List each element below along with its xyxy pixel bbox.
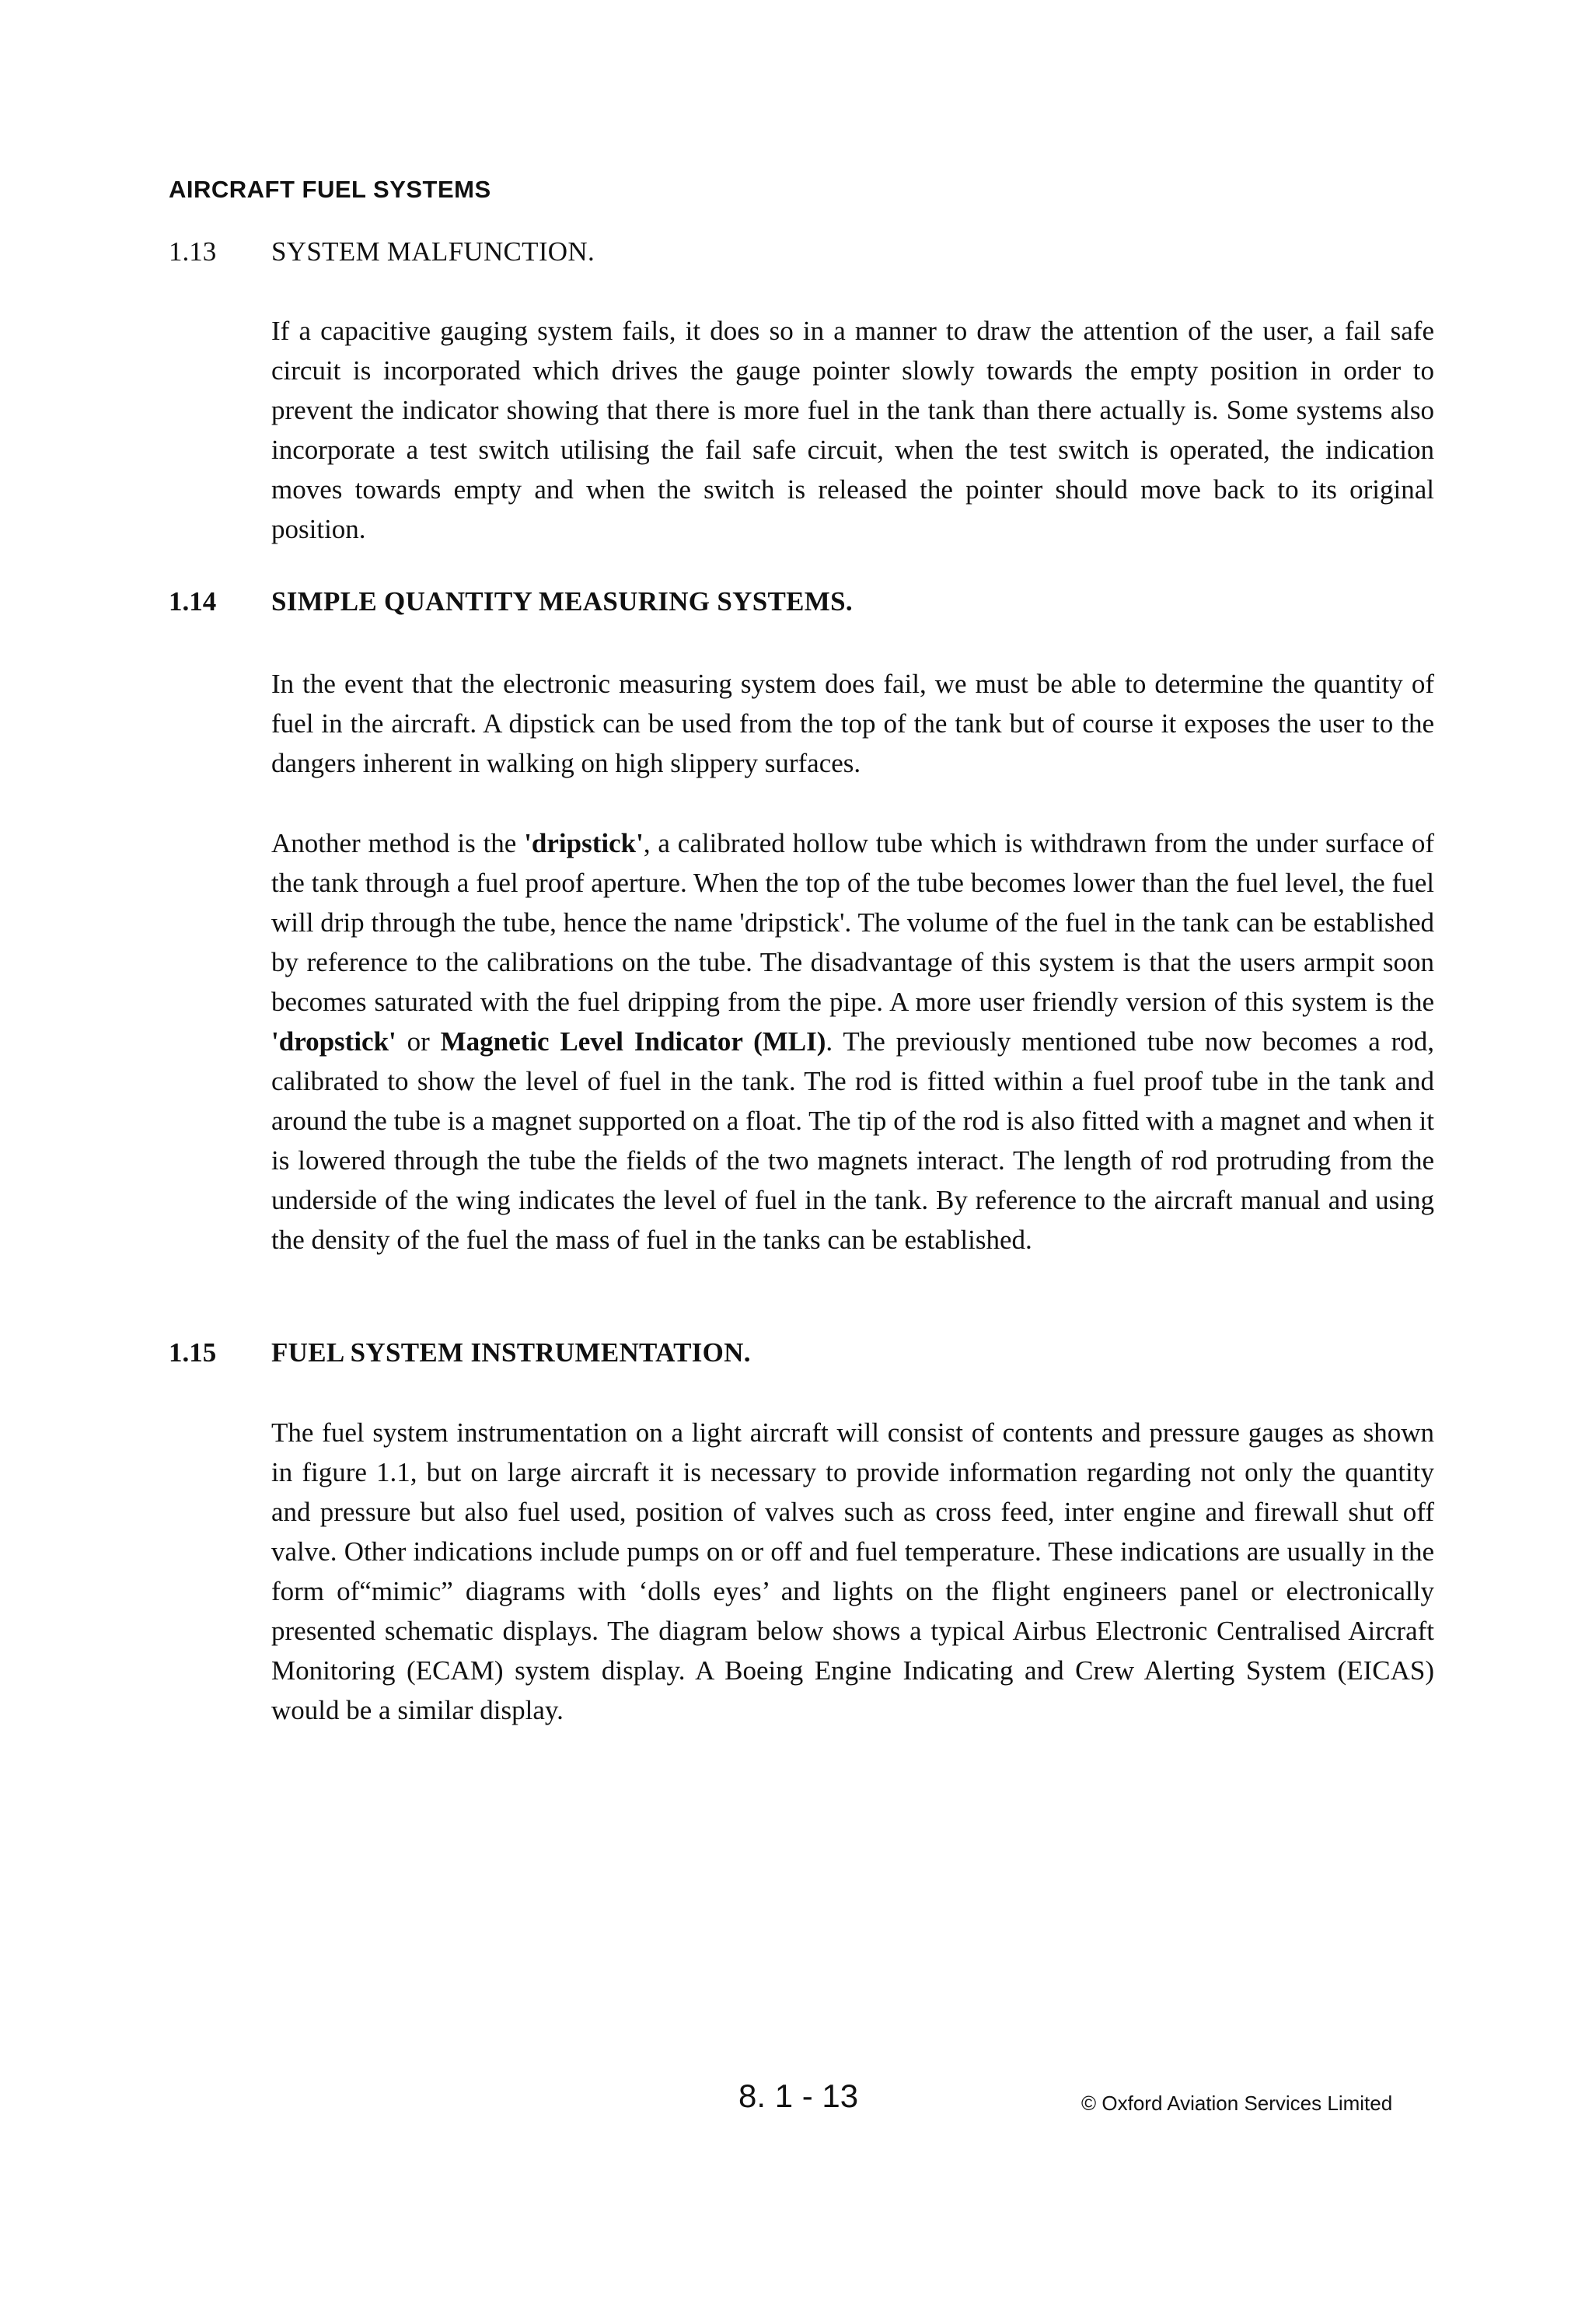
bold-term: 'dropstick' [271,1026,396,1057]
bold-term: 'dripstick' [524,828,644,858]
text-run: . The previously mentioned tube now becomes a rod, calibrated to show the level of fuel in the tank. The rod is fitted within a fuel proof tube in the tank and around the tube is a magnet supported on a float. The tip of the rod is also fitted with a magnet and when it is lowered through the tube the fields of the two magnets interact. The length of rod protruding from the underside of the wing indicates the level of fuel in the tank. By reference to the aircraft manual and using the density of the fuel the mass of fuel in the tanks can be established. [271,1026,1434,1255]
section-number: 1.14 [169,586,217,617]
text-run: The fuel system instrumentation on a light aircraft will consist of contents and pressure gauges as shown in figure 1.1, but on large aircraft it is necessary to provide information regarding not only the quantity and pressure but also fuel used, position of valves such as cross feed, inter engine and firewall shut off valve. Other indications include pumps on or off and fuel temperature. These indications are usually in the form of“mimic” diagrams with ‘dolls eyes’ and lights on the flight engineers panel or electronically presented schematic displays. The diagram below shows a typical Airbus Electronic Centralised Aircraft Monitoring (ECAM) system display. A Boeing Engine Indicating and Crew Alerting System (EICAS) would be a similar display. [271,1417,1434,1725]
text-run: Another method is the [271,828,525,858]
section-paragraph [271,823,1434,1260]
section-paragraph [271,311,1434,549]
section-number: 1.13 [169,236,217,267]
text-run: or [396,1026,441,1057]
running-header: AIRCRAFT FUEL SYSTEMS [169,176,491,203]
text-run: In the event that the electronic measuring system does fail, we must be able to determine the quantity of fuel in the aircraft. A dipstick can be used from the top of the tank but of course it exposes the user to the dangers inherent in walking on high slippery surfaces. [271,669,1434,778]
section-number: 1.15 [169,1337,217,1368]
text-run: , a calibrated hollow tube which is withdrawn from the under surface of the tank through a fuel proof aperture. When the top of the tube becomes lower than the fuel level, the fuel will drip through the tube, hence the name 'dripstick'. The volume of the fuel in the tank can be established by reference to the calibrations on the tube. The disadvantage of this system is that the users armpit soon becomes saturated with the fuel dripping from the pipe. A more user friendly version of this system is the [271,828,1435,1017]
text-run: If a capacitive gauging system fails, it does so in a manner to draw the attention of the user, a fail safe circuit is incorporated which drives the gauge pointer slowly towards the empty position in order to prevent the indicator showing that there is more fuel in the tank than there actually is. Some systems also incorporate a test switch utilising the fail safe circuit, when the test switch is operated, the indication moves towards empty and when the switch is released the pointer should move back to its original position. [271,316,1434,544]
page-number: 8. 1 - 13 [738,2078,859,2114]
bold-term: Magnetic Level Indicator (MLI) [440,1026,826,1057]
section-paragraph [271,1413,1434,1730]
section-paragraph [271,664,1434,783]
section-title: SYSTEM MALFUNCTION. [271,236,595,267]
section-title: SIMPLE QUANTITY MEASURING SYSTEMS. [271,586,853,617]
copyright-notice: © Oxford Aviation Services Limited [1081,2092,1393,2115]
section-title: FUEL SYSTEM INSTRUMENTATION. [271,1337,751,1368]
